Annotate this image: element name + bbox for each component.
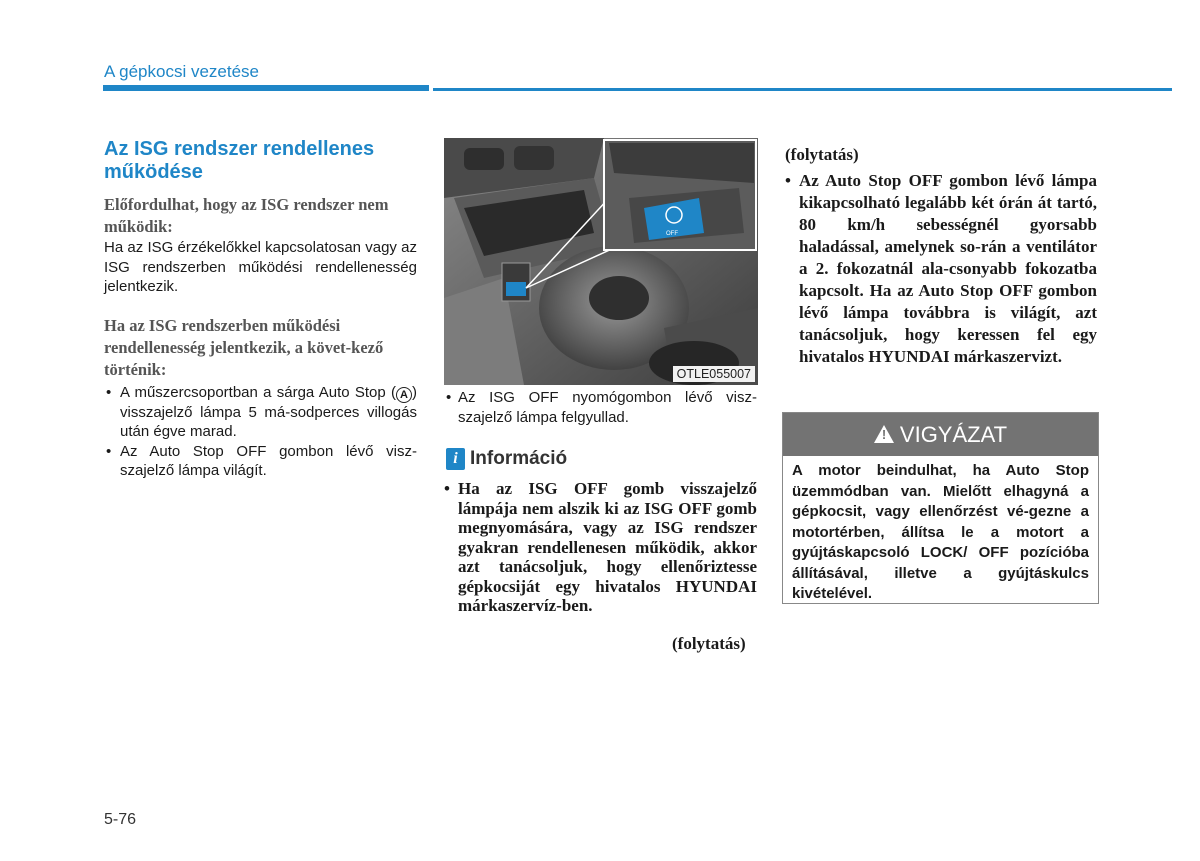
header-rule-thick	[103, 85, 429, 91]
page-number: 5-76	[104, 811, 137, 828]
bullet-text-start: A műszercsoportban a sárga Auto Stop (	[120, 383, 396, 401]
warning-header	[783, 413, 1098, 456]
subheading-2: Ha az ISG rendszerben működési rendellenesség jelentkezik, a követ-kező történik:	[104, 315, 384, 379]
information-title: Információ	[470, 448, 568, 469]
paragraph-1: Ha az ISG érzékelőkkel kapcsolatosan vagy az ISG rendszerben működési rendellenesség jelentkezik.	[104, 239, 417, 295]
subheading-1: Előfordulhat, hogy az ISG rendszer nem működik:	[104, 195, 389, 236]
auto-stop-indicator-icon: A	[396, 387, 412, 403]
list-item	[104, 383, 417, 442]
continued-label: (folytatás)	[672, 634, 746, 653]
list-item: • Az Auto Stop OFF gombon lévő lámpa kikapcsolható legalább két órán át tartó, 80 km/h sebességnél gyorsabb haladással, amelynek so-rán a ventilátor a 2. fokozatnál ala-csonyabb fokozatba kapcsolt. Ha az Auto Stop OFF gombon lévő lámpa továbbra is világít, azt tanácsoljuk, hogy keressen fel egy hivatalos HYUNDAI márkaszervizt.	[785, 170, 1097, 368]
list-item: • Az ISG OFF nyomógombon lévő visz-szajelző lámpa felgyullad.	[444, 388, 757, 427]
information-body	[444, 479, 757, 616]
list-item: • Az Auto Stop OFF gombon lévő visz-szajelző lámpa világít.	[104, 442, 417, 481]
info-icon: i	[446, 448, 465, 470]
photo-caption	[444, 388, 757, 427]
right-column	[785, 145, 1097, 368]
chapter-title: A gépkocsi vezetése	[104, 62, 259, 81]
photo-reference-label: OTLE055007	[673, 366, 755, 382]
right-list	[785, 170, 1097, 368]
warning-triangle-icon: !	[874, 425, 894, 443]
off-label: OFF	[666, 231, 678, 237]
section-title: Az ISG rendszer rendellenes működése	[104, 138, 375, 183]
symptom-list	[104, 383, 417, 481]
list-item: • Ha az ISG OFF gomb visszajelző lámpája nem alszik ki az ISG OFF gomb megnyomására, vagy az ISG rendszer gyakran rendellenesen működik, akkor azt tanácsoljuk, hogy ellenőriztesse gépkocsiját egy hivatalos HYUNDAI márkaszervíz-ben.	[444, 479, 757, 616]
left-column	[104, 138, 417, 481]
bullet-text-end: ) visszajelző lámpa 5 má-sodperces villogás után égve marad.	[120, 383, 417, 440]
information-heading	[446, 448, 567, 470]
warning-text: A motor beindulhat, ha Auto Stop üzemmódban van. Mielőtt elhagyná a gépkocsit, vagy ellenőrzést vé-gezne a motortérben, állítsa le a motort a gyújtáskapcsoló LOCK/ OFF pozícióba állításával, illetve a gyújtáskulcs kivételével.	[792, 462, 1089, 602]
warning-title: VIGYÁZAT	[899, 422, 1008, 447]
continued-heading: (folytatás)	[785, 145, 859, 164]
warning-box	[782, 412, 1099, 604]
console-illustration	[444, 138, 758, 385]
isg-off-button-photo	[444, 138, 758, 385]
header-rule-thin	[433, 88, 1172, 91]
